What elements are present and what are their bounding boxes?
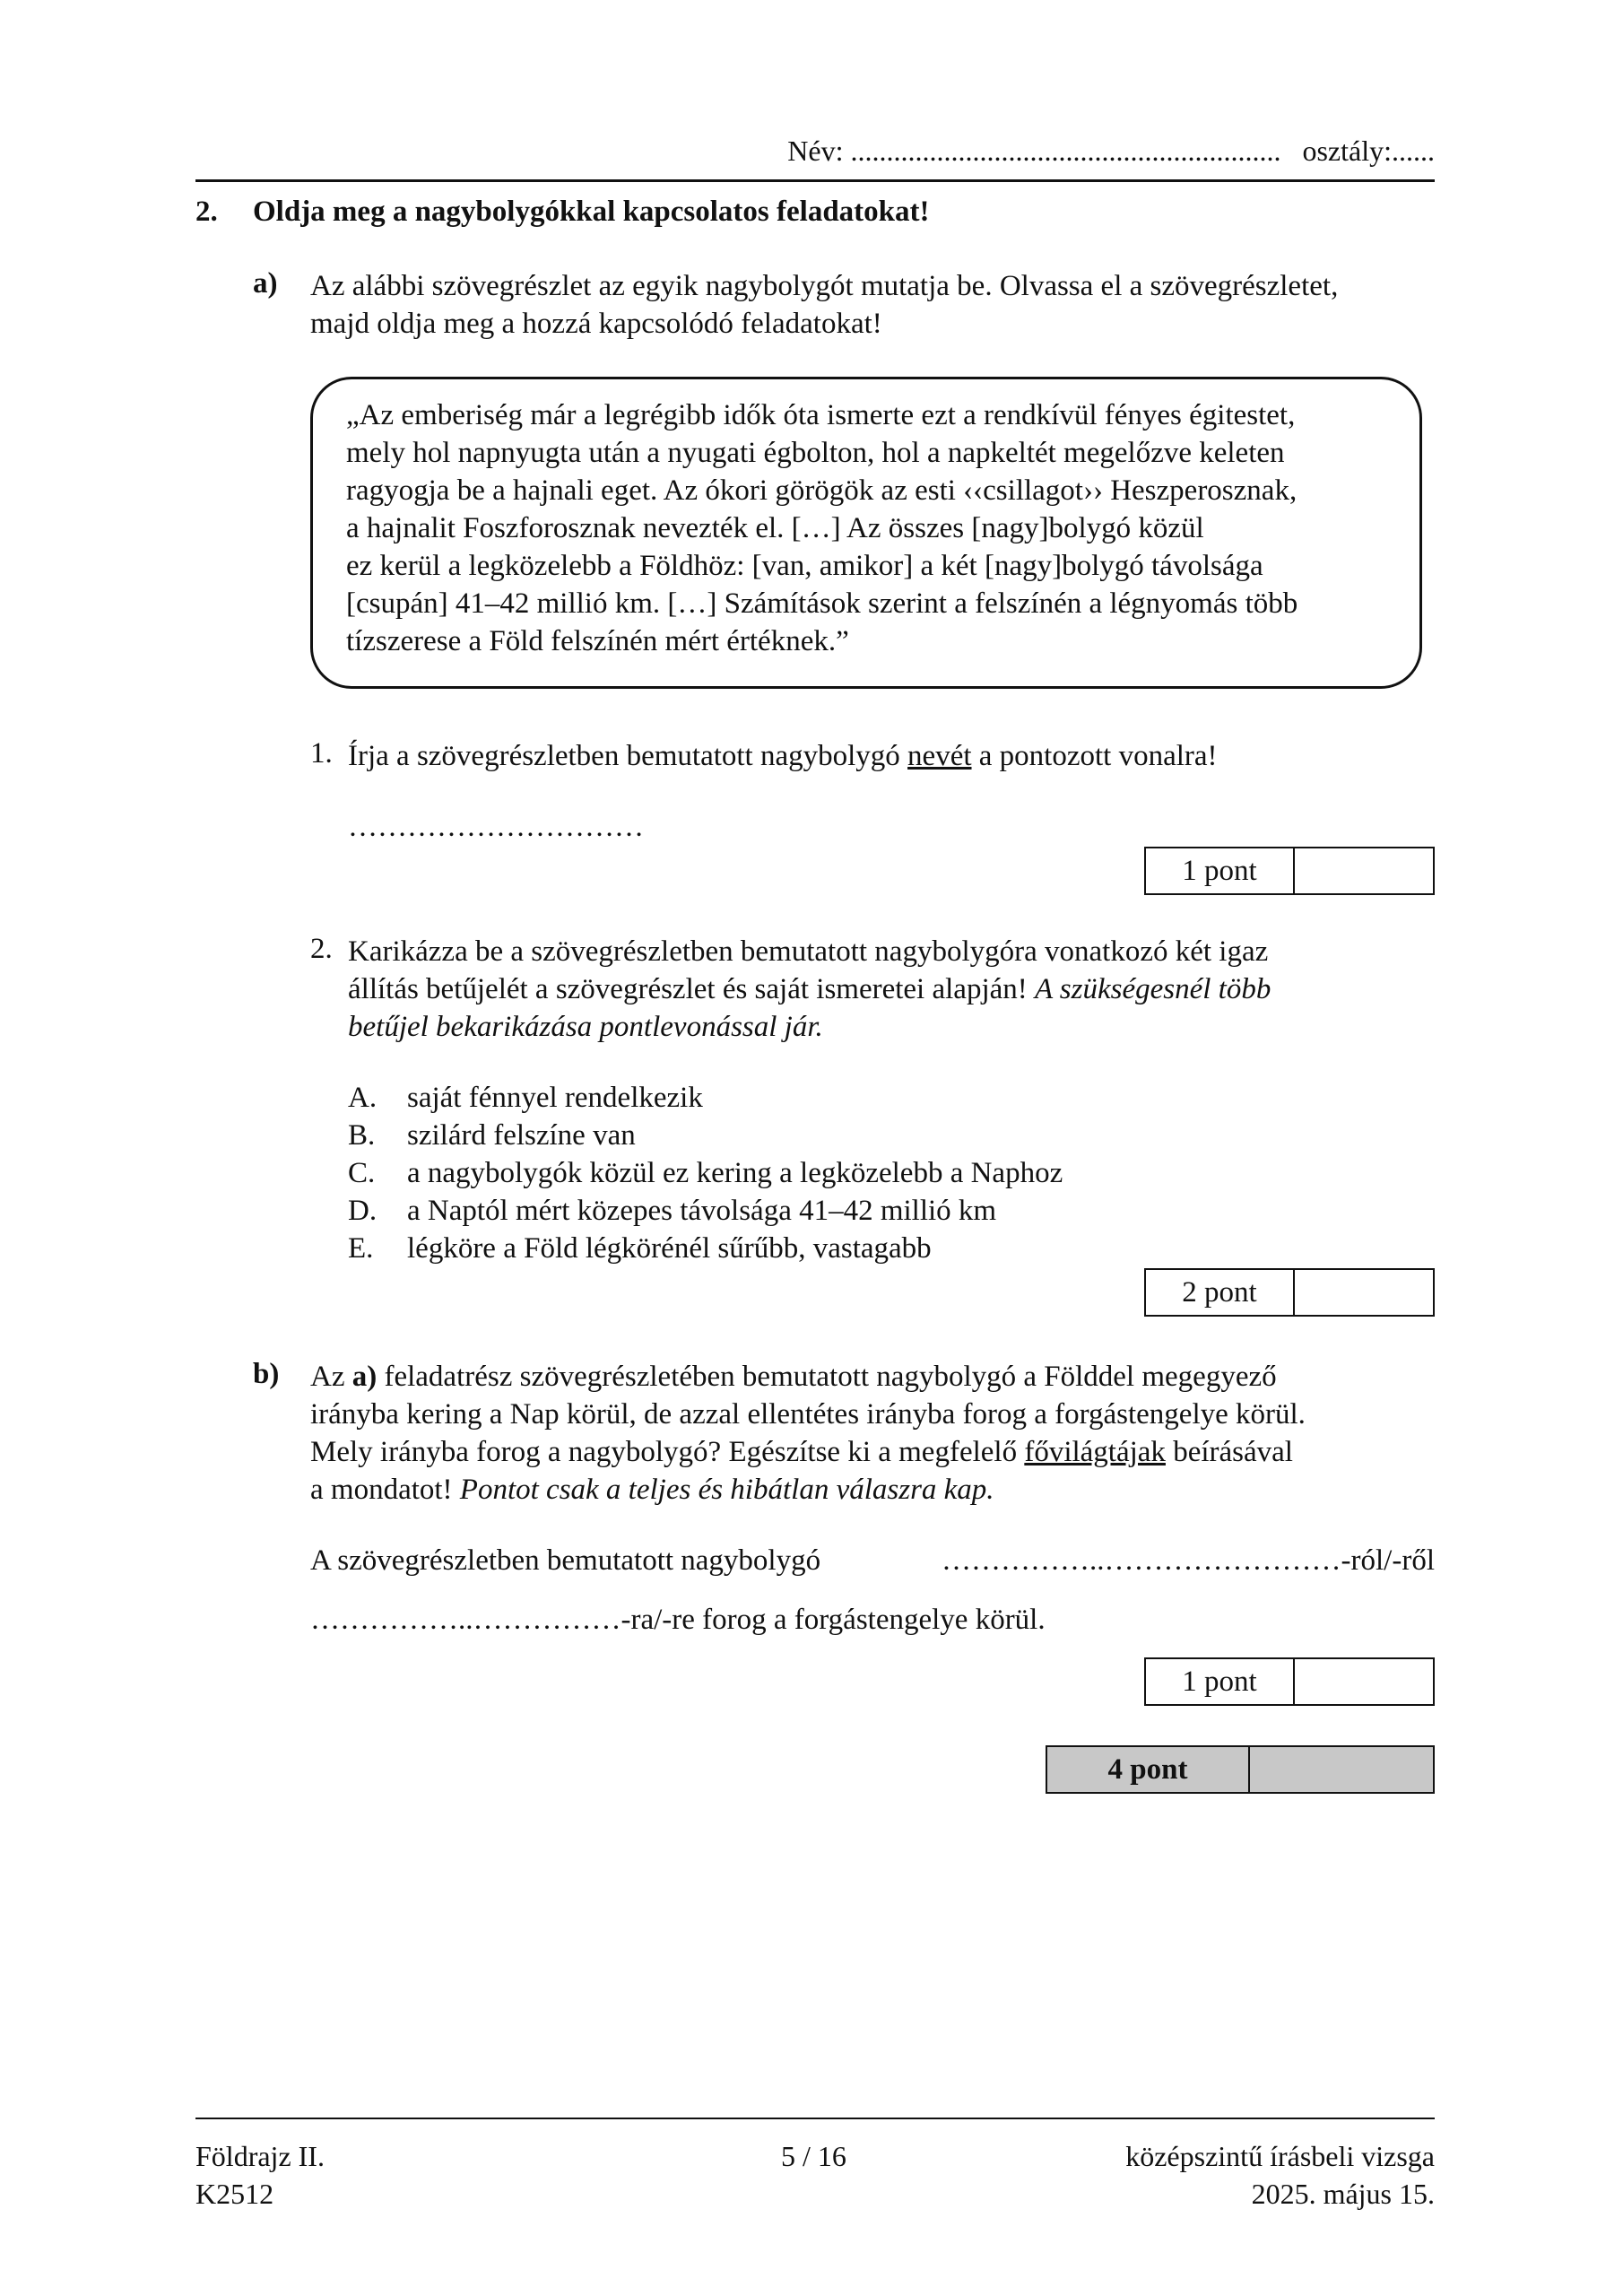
- q1-text-after: a pontozott vonalra!: [971, 740, 1218, 772]
- q1-score-box: [1144, 847, 1435, 895]
- q2-text: [348, 933, 1435, 1046]
- q1-score-field[interactable]: [1295, 848, 1433, 893]
- part-b-line1: [310, 1358, 1435, 1396]
- name-field-label: Név: ............................................................: [787, 135, 1281, 167]
- part-b-score-label: 1 pont: [1146, 1659, 1295, 1704]
- part-b-score-field[interactable]: [1295, 1659, 1433, 1704]
- part-a-label: a): [253, 267, 278, 300]
- q2-score-label: 2 pont: [1146, 1270, 1295, 1315]
- quote-line: mely hol napnyugta után a nyugati égbolton, hol a napkeltét megelőzve keleten: [346, 437, 1285, 469]
- footer-subject: Földrajz II.: [195, 2140, 325, 2172]
- fill-line2[interactable]: ……………..……………-ra/-re forog a forgástengelye körül.: [310, 1604, 1046, 1636]
- part-b-line4-italic: Pontot csak a teljes és hibátlan válaszra kap.: [459, 1474, 994, 1506]
- part-b-score-box: [1144, 1657, 1435, 1706]
- q1-text: [348, 737, 1435, 775]
- footer-exam-type: középszintű írásbeli vizsga: [1125, 2140, 1435, 2172]
- option-d-letter[interactable]: D.: [348, 1195, 378, 1227]
- part-b-line3-a: Mely irányba forog a nagybolygó? Egészítse ki a megfelelő: [310, 1436, 1025, 1468]
- q2-score-box: [1144, 1268, 1435, 1317]
- q2-score-field[interactable]: [1295, 1270, 1433, 1315]
- option-a-text: saját fénnyel rendelkezik: [407, 1082, 703, 1114]
- quote-line: [csupán] 41–42 millió km. […] Számítások szerint a felszínén a légnyomás több: [346, 587, 1298, 620]
- part-b-line3: [310, 1433, 1435, 1471]
- q2-line3: betűjel bekarikázása pontlevonással jár.: [348, 1011, 823, 1043]
- option-c-text: a nagybolygók közül ez kering a legközelebb a Naphoz: [407, 1157, 1063, 1189]
- part-b-text: [310, 1358, 1435, 1509]
- quote-line: a hajnalit Foszforosznak nevezték el. […] Az összes [nagy]bolygó közül: [346, 512, 1204, 544]
- q1-answer-line[interactable]: …………………………: [348, 811, 644, 843]
- q2-number: 2.: [310, 933, 333, 965]
- part-b-line1-bold: a): [352, 1361, 378, 1393]
- option-a-letter[interactable]: A.: [348, 1082, 378, 1114]
- part-b-line3-b: beírásával: [1165, 1436, 1293, 1468]
- part-b-label: b): [253, 1358, 280, 1390]
- task-number: 2.: [195, 196, 218, 228]
- fill-line1-dots[interactable]: ……………..……………………-ról/-ről: [942, 1544, 1435, 1577]
- part-a-intro-line2: majd oldja meg a hozzá kapcsolódó feladatokat!: [310, 308, 882, 340]
- quote-line: ragyogja be a hajnali eget. Az ókori görögök az esti ‹‹csillagot›› Heszperosznak,: [346, 474, 1298, 507]
- name-class-line: [787, 135, 1435, 168]
- quote-line: tízszerese a Föld felszínén mért értéknek.”: [346, 625, 849, 657]
- fill-line1-text: A szövegrészletben bemutatott nagybolygó: [310, 1544, 821, 1577]
- part-b-line3-underlined: fővilágtájak: [1024, 1436, 1166, 1468]
- part-b-line1-a: Az: [310, 1361, 352, 1393]
- q1-number: 1.: [310, 737, 333, 770]
- quote-text: [346, 396, 1392, 660]
- part-b-line2: irányba kering a Nap körül, de azzal ellentétes irányba forog a forgástengelye körül.: [310, 1398, 1306, 1431]
- option-c-letter[interactable]: C.: [348, 1157, 376, 1189]
- part-b-line1-b: feladatrész szövegrészletében bemutatott nagybolygó a Földdel megegyező: [377, 1361, 1277, 1393]
- part-a-intro-line1: Az alábbi szövegrészlet az egyik nagybolygót mutatja be. Olvassa el a szövegrészletet,: [310, 270, 1339, 302]
- quote-line: ez kerül a legközelebb a Földhöz: [van, amikor] a két [nagy]bolygó távolsága: [346, 550, 1263, 582]
- footer-rule: [195, 2118, 1435, 2119]
- option-b-letter[interactable]: B.: [348, 1119, 376, 1152]
- part-b-line4: [310, 1471, 1435, 1509]
- class-field-label: osztály:......: [1302, 135, 1435, 167]
- option-b-text: szilárd felszíne van: [407, 1119, 636, 1152]
- task-title: Oldja meg a nagybolygókkal kapcsolatos feladatokat!: [253, 196, 930, 228]
- part-b-line4-a: a mondatot!: [310, 1474, 460, 1506]
- option-e-letter[interactable]: E.: [348, 1232, 374, 1265]
- footer-page-number: 5 / 16: [781, 2140, 846, 2172]
- quote-line: „Az emberiség már a legrégibb idők óta ismerte ezt a rendkívül fényes égitestet,: [346, 399, 1296, 431]
- total-score-label: 4 pont: [1047, 1747, 1250, 1792]
- total-score-box: [1046, 1745, 1435, 1794]
- q2-line2: [348, 970, 1435, 1008]
- q2-line2-normal: állítás betűjelét a szövegrészlet és saját ismeretei alapján!: [348, 973, 1035, 1005]
- footer-date: 2025. május 15.: [1251, 2178, 1435, 2210]
- footer-code: K2512: [195, 2178, 274, 2210]
- q2-line1: Karikázza be a szövegrészletben bemutatott nagybolygóra vonatkozó két igaz: [348, 935, 1269, 968]
- option-e-text: légköre a Föld légkörénél sűrűbb, vastagabb: [407, 1232, 932, 1265]
- option-d-text: a Naptól mért közepes távolsága 41–42 millió km: [407, 1195, 997, 1227]
- q1-text-underlined: nevét: [907, 740, 972, 772]
- part-a-intro: [310, 267, 1435, 343]
- total-score-field[interactable]: [1250, 1747, 1433, 1792]
- q1-score-label: 1 pont: [1146, 848, 1295, 893]
- q2-line2-italic: A szükségesnél több: [1035, 973, 1271, 1005]
- q1-text-before: Írja a szövegrészletben bemutatott nagybolygó: [348, 740, 908, 772]
- header-rule: [195, 179, 1435, 182]
